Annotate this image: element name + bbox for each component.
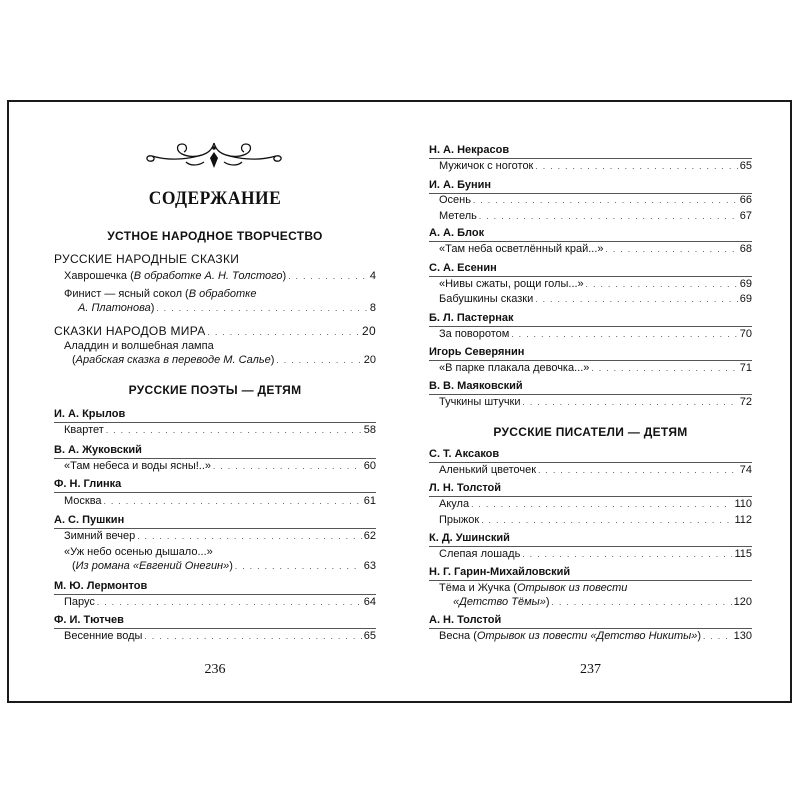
page-ref: 71 (739, 362, 752, 374)
entry-title: Мужичок с ноготок (439, 160, 534, 172)
divider (54, 594, 376, 595)
divider (429, 360, 752, 361)
right-page (429, 102, 752, 701)
toc-entry[interactable] (64, 270, 376, 282)
toc-entry[interactable] (439, 396, 752, 408)
toc-entry[interactable] (78, 302, 376, 314)
author-name: И. А. Бунин (429, 179, 492, 191)
toc-entry-section[interactable] (54, 324, 376, 338)
author-name: И. А. Крылов (54, 408, 126, 420)
page-ref: 60 (363, 460, 376, 472)
author-name: Н. А. Некрасов (429, 144, 510, 156)
divider (429, 628, 752, 629)
author-name: Ф. И. Тютчев (54, 614, 124, 626)
ornament-flourish-icon (142, 140, 286, 170)
divider (429, 496, 752, 497)
toc-entry[interactable] (439, 278, 752, 290)
divider (429, 158, 752, 159)
entry-title-line: Финист — ясный сокол (В обработке (64, 288, 257, 300)
toc-entry[interactable] (453, 596, 752, 608)
toc-entry[interactable] (64, 495, 376, 507)
page-ref: 8 (369, 302, 376, 314)
page-ref: 65 (739, 160, 752, 172)
toc-entry[interactable] (439, 160, 752, 172)
entry-title: Весна (Отрывок из повести «Детство Никиты») (439, 630, 701, 642)
entry-title: За поворотом (439, 328, 510, 340)
entry-title-line: «Уж небо осенью дышало...» (64, 546, 213, 558)
subsection-russian-tales: РУССКИЕ НАРОДНЫЕ СКАЗКИ (54, 252, 240, 266)
page-ref: 112 (734, 514, 752, 526)
divider (429, 394, 752, 395)
dot-leader (535, 293, 737, 305)
dot-leader (523, 396, 738, 408)
page-ref: 130 (733, 630, 752, 642)
entry-title: Москва (64, 495, 102, 507)
toc-entry[interactable] (439, 328, 752, 340)
toc-entry[interactable] (64, 630, 376, 642)
dot-leader (208, 324, 361, 338)
author-name: Б. Л. Пастернак (429, 312, 514, 324)
toc-entry[interactable] (439, 514, 752, 526)
entry-title: Прыжок (439, 514, 480, 526)
entry-title: Весенние воды (64, 630, 143, 642)
dot-leader (538, 464, 738, 476)
divider (54, 458, 376, 459)
dot-leader (106, 424, 362, 436)
page-ref: 63 (363, 560, 376, 572)
dot-leader (276, 354, 361, 366)
dot-leader (213, 460, 362, 472)
toc-entry[interactable] (439, 464, 752, 476)
toc-entry[interactable] (439, 548, 752, 560)
entry-title: «Там неба осветлённый край...» (439, 243, 604, 255)
dot-leader (511, 328, 737, 340)
toc-entry[interactable] (64, 530, 376, 542)
author-name: В. В. Маяковский (429, 380, 523, 392)
entry-title: Парус (64, 596, 95, 608)
dot-leader (703, 630, 732, 642)
entry-title: Слепая лошадь (439, 548, 521, 560)
entry-title: «Нивы сжаты, рощи голы...» (439, 278, 584, 290)
entry-title: Хаврошечка (В обработке А. Н. Толстого) (64, 270, 287, 282)
entry-title: «Там небеса и воды ясны!..» (64, 460, 212, 472)
divider (54, 492, 376, 493)
divider (429, 326, 752, 327)
divider (429, 241, 752, 242)
toc-entry[interactable] (439, 498, 752, 510)
divider (429, 462, 752, 463)
dot-leader (288, 270, 368, 282)
divider (54, 628, 376, 629)
entry-title: Тучкины штучки (439, 396, 521, 408)
author-name: Н. Г. Гарин-Михайловский (429, 566, 571, 578)
page-title: СОДЕРЖАНИЕ (148, 188, 282, 209)
dot-leader (144, 630, 361, 642)
author-name: Игорь Северянин (429, 346, 525, 358)
page-number: 237 (580, 662, 601, 677)
dot-leader (535, 160, 737, 172)
page-ref: 67 (739, 210, 752, 222)
dot-leader (552, 596, 732, 608)
section-heading-folk: УСТНОЕ НАРОДНОЕ ТВОРЧЕСТВО (107, 229, 323, 243)
dot-leader (586, 278, 738, 290)
dot-leader (591, 362, 737, 374)
page-ref: 4 (369, 270, 376, 282)
entry-title: Аленький цветочек (439, 464, 537, 476)
page-ref: 64 (363, 596, 376, 608)
author-name: М. Ю. Лермонтов (54, 580, 148, 592)
dot-leader (479, 210, 738, 222)
toc-entry[interactable] (439, 210, 752, 222)
toc-entry[interactable] (72, 560, 376, 572)
dot-leader (481, 514, 732, 526)
dot-leader (606, 243, 738, 255)
toc-entry[interactable] (439, 630, 752, 642)
divider (429, 580, 752, 581)
entry-note: (Арабская сказка в переводе М. Салье) (72, 354, 275, 366)
book-spread (7, 100, 792, 703)
entry-title: Осень (439, 194, 471, 206)
author-name: К. Д. Ушинский (429, 532, 510, 544)
page-ref: 66 (739, 194, 752, 206)
page-ref: 70 (739, 328, 752, 340)
page-ref: 72 (739, 396, 752, 408)
divider (429, 546, 752, 547)
page-ref: 115 (734, 548, 752, 560)
page-ref: 69 (739, 278, 752, 290)
dot-leader (473, 194, 738, 206)
section-heading-writers: РУССКИЕ ПИСАТЕЛИ — ДЕТЯМ (493, 425, 688, 439)
page-ref: 20 (362, 324, 376, 338)
entry-title: Зимний вечер (64, 530, 136, 542)
toc-entry[interactable] (72, 354, 376, 366)
page-ref: 61 (363, 495, 376, 507)
entry-title: Бабушкины сказки (439, 293, 534, 305)
author-name: С. Т. Аксаков (429, 448, 500, 460)
dot-leader (522, 548, 732, 560)
dot-leader (137, 530, 362, 542)
dot-leader (471, 498, 732, 510)
author-name: А. А. Блок (429, 227, 485, 239)
entry-title-line: Аладдин и волшебная лампа (64, 340, 214, 352)
author-name: Ф. Н. Глинка (54, 478, 122, 490)
entry-title: Метель (439, 210, 477, 222)
page-ref: 74 (739, 464, 752, 476)
page-ref: 69 (739, 293, 752, 305)
divider (54, 422, 376, 423)
author-name: А. С. Пушкин (54, 514, 125, 526)
entry-note: (Из романа «Евгений Онегин») (72, 560, 233, 572)
page-ref: 110 (734, 498, 752, 510)
entry-title: «В парке плакала девочка...» (439, 362, 590, 374)
page-ref: 68 (739, 243, 752, 255)
page-ref: 58 (363, 424, 376, 436)
divider (429, 276, 752, 277)
author-name: А. Н. Толстой (429, 614, 502, 626)
dot-leader (235, 560, 362, 572)
entry-note: А. Платонова) (78, 302, 155, 314)
toc-entry[interactable] (439, 293, 752, 305)
toc-entry[interactable] (64, 424, 376, 436)
author-name: В. А. Жуковский (54, 444, 142, 456)
entry-title: Акула (439, 498, 470, 510)
author-name: С. А. Есенин (429, 262, 497, 274)
subsection-world-tales: СКАЗКИ НАРОДОВ МИРА (54, 324, 206, 338)
page-number: 236 (204, 662, 226, 677)
toc-entry[interactable] (439, 243, 752, 255)
page-ref: 20 (363, 354, 376, 366)
divider (54, 528, 376, 529)
left-page (54, 102, 376, 701)
dot-leader (156, 302, 368, 314)
page-ref: 65 (363, 630, 376, 642)
toc-entry[interactable] (64, 460, 376, 472)
section-heading-poets: РУССКИЕ ПОЭТЫ — ДЕТЯМ (128, 383, 302, 397)
page-ref: 120 (733, 596, 752, 608)
toc-entry[interactable] (439, 362, 752, 374)
dot-leader (104, 495, 362, 507)
entry-title-line: Тёма и Жучка (Отрывок из повести (439, 582, 628, 594)
toc-entry[interactable] (439, 194, 752, 206)
page-ref: 62 (363, 530, 376, 542)
author-name: Л. Н. Толстой (429, 482, 502, 494)
toc-entry[interactable] (64, 596, 376, 608)
dot-leader (97, 596, 362, 608)
entry-note: «Детство Тёмы») (453, 596, 550, 608)
entry-title: Квартет (64, 424, 104, 436)
